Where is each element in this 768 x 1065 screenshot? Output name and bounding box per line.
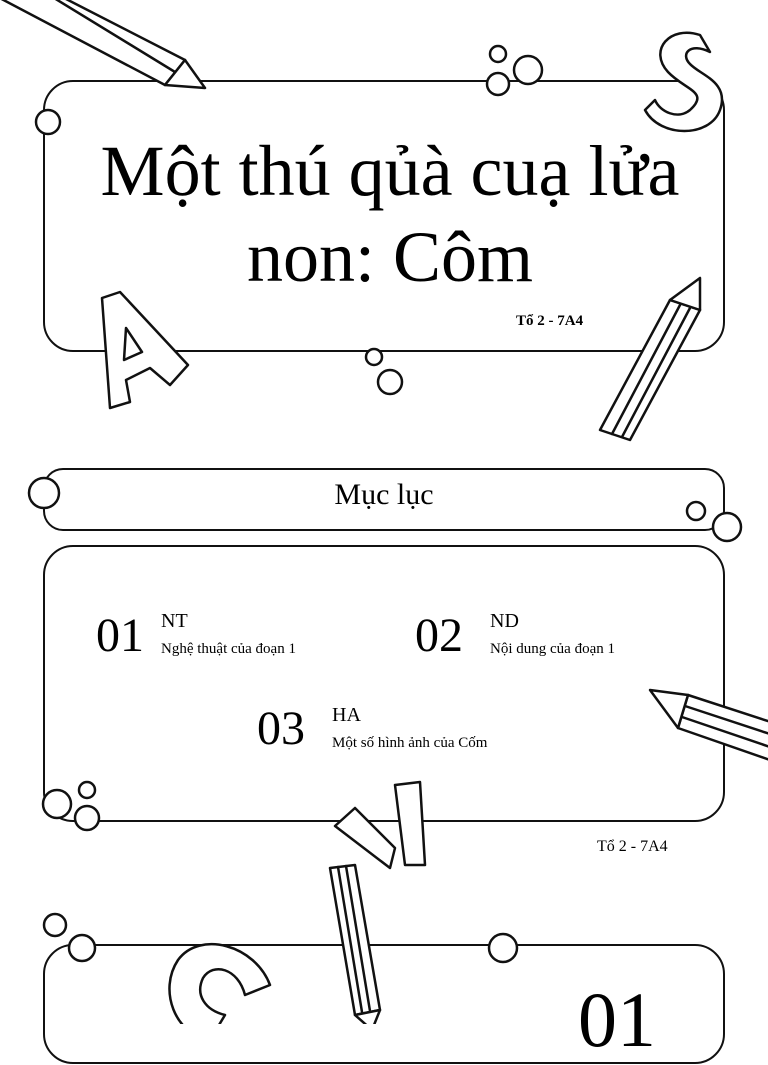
toc-item-1-desc: Nghệ thuật của đoạn 1 [161,641,296,657]
toc-item-2-code: ND [490,610,519,632]
toc-heading: Mục lục [334,478,434,511]
slide-footer: Tổ 2 - 7A4 [597,838,668,855]
slide-subtitle: Tổ 2 - 7A4 [516,313,584,329]
toc-item-3-desc: Một số hình ảnh của Cốm [332,735,488,751]
toc-item-3-code: HA [332,704,361,726]
toc-item-2-number: 02 [415,609,463,662]
slide-title: Một thú qủà cuạ lửa non: Côm [100,131,680,297]
section-number: 01 [578,976,656,1063]
toc-item-2-desc: Nội dung của đoạn 1 [490,641,615,657]
toc-content-frame [43,545,725,822]
toc-item-1-code: NT [161,610,188,632]
toc-item-1-number: 01 [96,609,144,662]
pencil-icon [0,0,205,88]
toc-item-3-number: 03 [257,702,305,755]
